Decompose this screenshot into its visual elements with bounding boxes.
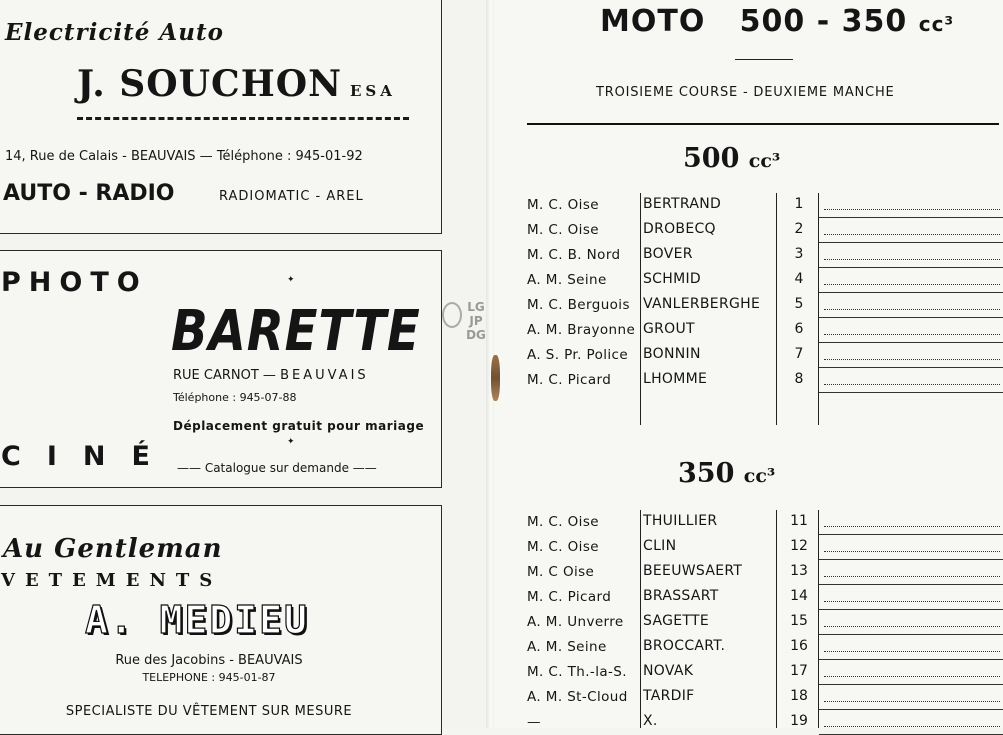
result-dotted-line — [824, 626, 1000, 627]
entry-rider: BOVER — [643, 246, 693, 262]
result-row-rule — [819, 392, 1003, 393]
ad-gentleman-phone: TELEPHONE : 945-01-87 — [142, 671, 276, 684]
ad-souchon-title: Electricité Auto — [5, 19, 224, 46]
entry-rider: BRASSART — [643, 588, 719, 604]
entries-500-table — [527, 193, 1003, 425]
entry-club: M. C. Oise — [527, 514, 599, 530]
stamp-line-2: JP — [469, 314, 483, 328]
program-title-classes: 500 - 350 — [739, 4, 908, 39]
entry-club: M. C. Oise — [527, 539, 599, 555]
stamp-line-3: DG — [466, 328, 486, 342]
entry-number: 16 — [790, 638, 808, 654]
entry-rider: LHOMME — [643, 371, 708, 387]
entry-club: A. M. Seine — [527, 272, 607, 288]
entry-club: A. M. St-Cloud — [527, 689, 628, 705]
ad-souchon-dash-rule — [77, 117, 409, 120]
entry-club: M. C. Oise — [527, 222, 599, 238]
entry-rider: SCHMID — [643, 271, 701, 287]
entry-club: M. C. Oise — [527, 197, 599, 213]
ad-barette-name: BARETTE — [171, 299, 421, 364]
entry-number: 1 — [794, 196, 804, 212]
result-dotted-line — [824, 651, 1000, 652]
entry-club: M. C. B. Nord — [527, 247, 621, 263]
ad-barette-service: Déplacement gratuit pour mariage — [173, 419, 425, 433]
entry-number: 19 — [790, 713, 808, 729]
ad-barette-ornament-bottom: ✦ — [287, 437, 295, 447]
class-350-number: 350 — [678, 458, 735, 489]
entry-number: 12 — [790, 538, 808, 554]
staple-rust-mark — [491, 355, 500, 401]
stamp-portrait-icon — [442, 302, 462, 328]
entry-row — [527, 610, 1003, 635]
class-350-unit: cc³ — [743, 465, 776, 487]
entry-club: M. C Oise — [527, 564, 595, 580]
result-dotted-line — [824, 384, 1000, 385]
entry-number: 17 — [790, 663, 808, 679]
entry-number: 4 — [794, 271, 804, 287]
entry-row — [527, 635, 1003, 660]
program-title-moto: MOTO — [600, 4, 706, 39]
entry-club: A. M. Unverre — [527, 614, 624, 630]
ad-gentleman-specialty: SPECIALISTE DU VÊTEMENT SUR MESURE — [65, 704, 353, 719]
ad-barette-catalogue: —— Catalogue sur demande —— — [177, 461, 377, 475]
ad-gentleman-title: Au Gentleman — [3, 534, 223, 564]
entry-row — [527, 535, 1003, 560]
result-dotted-line — [824, 601, 1000, 602]
entry-rider: BONNIN — [643, 346, 701, 362]
ad-barette-ornament-top: ✦ — [287, 275, 295, 285]
entry-club: M. C. Th.-la-S. — [527, 664, 627, 680]
entry-club: M. C. Picard — [527, 372, 612, 388]
result-dotted-line — [824, 551, 1000, 552]
entry-rider: BERTRAND — [643, 196, 722, 212]
entry-rider: TARDIF — [643, 688, 695, 704]
entry-row — [527, 368, 1003, 393]
entry-number: 2 — [794, 221, 804, 237]
ad-gentleman-name: A. MEDIEU — [85, 598, 309, 642]
entry-club: — — [527, 714, 541, 730]
header-rule — [527, 123, 999, 125]
result-dotted-line — [824, 526, 1000, 527]
ad-gentleman-address: Rue des Jacobins - BEAUVAIS — [115, 653, 303, 668]
entry-number: 14 — [790, 588, 808, 604]
class-500-heading — [683, 143, 780, 174]
ad-souchon-name-text: J. SOUCHON — [77, 63, 342, 105]
entry-row — [527, 510, 1003, 535]
ad-souchon-address: 14, Rue de Calais - BEAUVAIS — Téléphone : 945-01-92 — [5, 149, 363, 164]
ad-souchon — [0, 0, 442, 234]
entry-row — [527, 660, 1003, 685]
ad-souchon-name — [77, 63, 396, 105]
ad-gentleman-category: VETEMENTS — [1, 570, 223, 591]
entry-number: 15 — [790, 613, 808, 629]
ad-barette — [0, 250, 442, 488]
entry-rider: DROBECQ — [643, 221, 716, 237]
ad-barette-city: BEAUVAIS — [280, 368, 369, 383]
entry-row — [527, 585, 1003, 610]
entry-number: 6 — [794, 321, 804, 337]
entry-number: 7 — [794, 346, 804, 362]
entry-row — [527, 560, 1003, 585]
result-dotted-line — [824, 359, 1000, 360]
ad-barette-street: RUE CARNOT — — [173, 368, 276, 383]
entry-row — [527, 193, 1003, 218]
result-dotted-line — [824, 701, 1000, 702]
ad-barette-cine: CINÉ — [1, 441, 176, 472]
title-underline — [735, 59, 793, 60]
entry-rider: VANLERBERGHE — [643, 296, 761, 312]
entry-rider: X. — [643, 713, 658, 729]
result-dotted-line — [824, 676, 1000, 677]
entry-rider: BEEUWSAERT — [643, 563, 743, 579]
ad-barette-photo: PHOTO — [1, 267, 148, 298]
stamp-line-1: LG — [467, 300, 485, 314]
ad-souchon-highlight: AUTO - RADIO — [3, 181, 175, 206]
entry-rider: SAGETTE — [643, 613, 709, 629]
entry-club: M. C. Berguois — [527, 297, 630, 313]
class-500-unit: cc³ — [748, 150, 781, 172]
program-title-unit: cc³ — [918, 12, 955, 36]
entry-row — [527, 218, 1003, 243]
ad-barette-phone: Téléphone : 945-07-88 — [173, 391, 297, 404]
entry-rider: GROUT — [643, 321, 695, 337]
entry-rider: THUILLIER — [643, 513, 718, 529]
result-dotted-line — [824, 284, 1000, 285]
entry-row — [527, 710, 1003, 735]
result-dotted-line — [824, 309, 1000, 310]
entry-club: A. M. Seine — [527, 639, 607, 655]
entry-row — [527, 685, 1003, 710]
course-subtitle: TROISIEME COURSE - DEUXIEME MANCHE — [596, 85, 895, 100]
entry-row — [527, 243, 1003, 268]
class-350-heading — [678, 458, 775, 489]
program-title — [600, 4, 954, 39]
ad-souchon-suffix: ESA — [350, 82, 396, 100]
entry-rider: CLIN — [643, 538, 677, 554]
entry-club: M. C. Picard — [527, 589, 612, 605]
entry-number: 3 — [794, 246, 804, 262]
entry-row — [527, 343, 1003, 368]
entry-row — [527, 293, 1003, 318]
result-dotted-line — [824, 209, 1000, 210]
entry-club: A. S. Pr. Police — [527, 347, 629, 363]
result-dotted-line — [824, 234, 1000, 235]
ad-souchon-brands: RADIOMATIC - AREL — [219, 189, 364, 204]
class-500-number: 500 — [683, 143, 740, 174]
entry-rider: BROCCART. — [643, 638, 726, 654]
entry-number: 5 — [794, 296, 804, 312]
collector-stamp — [442, 300, 490, 358]
result-dotted-line — [824, 576, 1000, 577]
ad-barette-address — [173, 368, 369, 383]
entry-row — [527, 268, 1003, 293]
entries-350-table — [527, 510, 1003, 728]
entry-club: A. M. Brayonne — [527, 322, 636, 338]
entry-number: 11 — [790, 513, 808, 529]
result-dotted-line — [824, 259, 1000, 260]
entry-rider: NOVAK — [643, 663, 694, 679]
result-dotted-line — [824, 726, 1000, 727]
entry-number: 13 — [790, 563, 808, 579]
result-dotted-line — [824, 334, 1000, 335]
ad-gentleman — [0, 505, 442, 735]
entry-number: 8 — [794, 371, 804, 387]
entry-row — [527, 318, 1003, 343]
entry-number: 18 — [790, 688, 808, 704]
